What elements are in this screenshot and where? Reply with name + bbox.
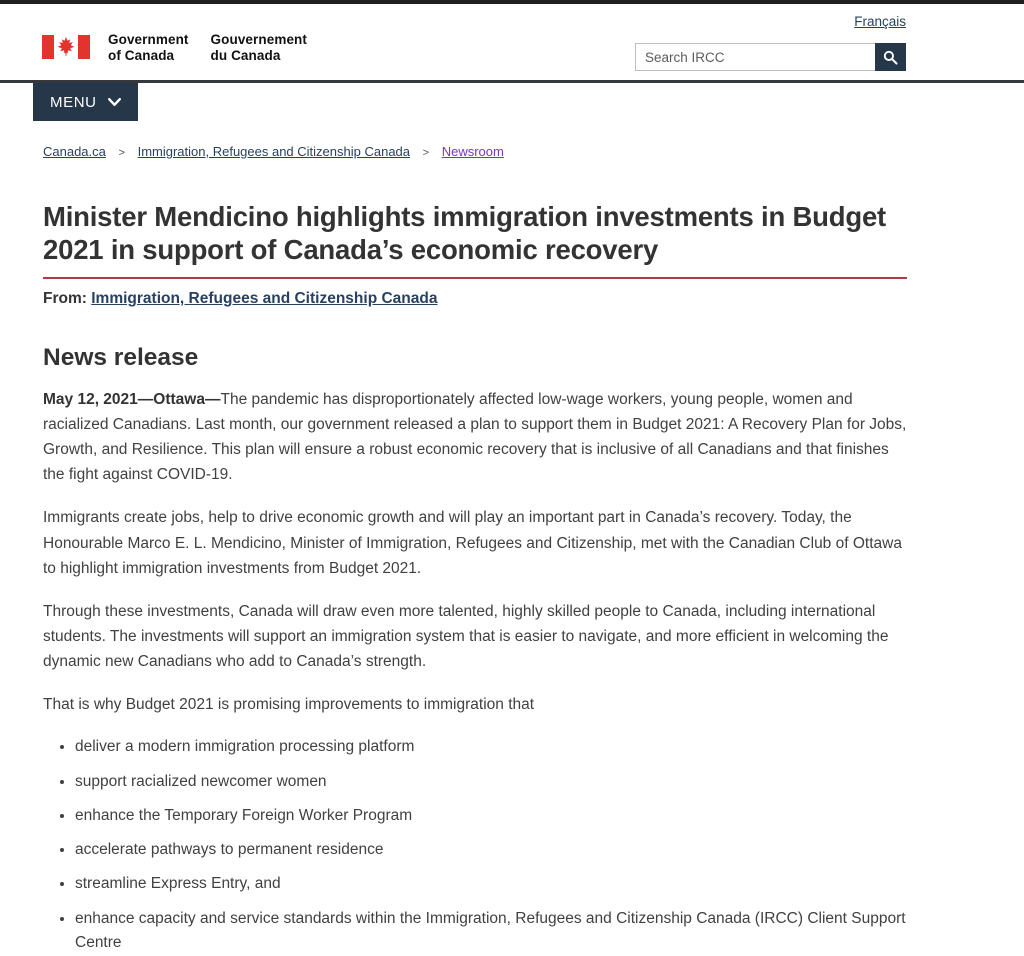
site-header (0, 4, 1024, 83)
paragraph: That is why Budget 2021 is promising improvements to immigration that (43, 696, 535, 714)
main-navigation (0, 83, 1024, 123)
chevron-down-icon (108, 98, 121, 107)
list-item: • accelerate pathways to permanent residence (75, 838, 907, 863)
wordmark-french: Gouvernement du Canada (210, 32, 308, 63)
canada-flag-icon (42, 35, 90, 59)
news-release-heading: News release (43, 344, 199, 371)
from-department-link[interactable]: Immigration, Refugees and Citizenship Canada (91, 290, 438, 307)
wordmark-english: Government of Canada (108, 32, 189, 63)
list-item: • deliver a modern immigration processing platform (75, 735, 907, 760)
search-icon (883, 50, 898, 65)
search-input[interactable] (635, 43, 875, 71)
list-item: • enhance the Temporary Foreign Worker Program (75, 804, 907, 829)
page-title: Minister Mendicino highlights immigration investments in Budget 2021 in support of Canada’s economic recovery (43, 200, 907, 279)
menu-button[interactable] (33, 83, 138, 121)
list-item: • streamline Express Entry, and (75, 872, 907, 897)
breadcrumb-canada-ca[interactable]: Canada.ca (43, 144, 106, 159)
language-toggle-link[interactable]: Français (854, 14, 906, 29)
article-content (43, 200, 907, 956)
paragraph-dateline: May 12, 2021—Ottawa—The pandemic has disproportionately affected low-wage workers, young people, women and racialized Canadians. Last month, our government released a plan to support them in Budget 2021: A Recovery Plan for Jobs, Growth, and Resilience. This plan will ensure a robust economic recovery that is inclusive of all Canadians and that finishes the fight against COVID-19. (43, 391, 907, 484)
search-button[interactable] (875, 43, 906, 71)
list-item: • support racialized newcomer women (75, 770, 907, 795)
breadcrumb-separator: > (118, 147, 125, 159)
list-item: • enhance capacity and service standards within the Immigration, Refugees and Citizenship Canada (IRCC) Client Support Centre (75, 907, 907, 956)
government-wordmark (108, 32, 307, 64)
site-search (635, 43, 906, 71)
paragraph: Through these investments, Canada will draw even more talented, highly skilled people to Canada, including international students. The investments will support an immigration system that is easier to navigate, and more efficient in welcoming the dynamic new Canadians who add to Canada’s strength. (43, 602, 889, 670)
breadcrumb-ircc[interactable]: Immigration, Refugees and Citizenship Canada (137, 144, 411, 159)
government-of-canada-signature[interactable] (42, 32, 307, 64)
breadcrumb-newsroom[interactable]: Newsroom (441, 144, 504, 159)
from-line (43, 290, 907, 308)
breadcrumb-separator: > (422, 147, 430, 159)
from-label: From: (43, 290, 87, 307)
paragraph: Immigrants create jobs, help to drive economic growth and will play an important part in Canada’s recovery. Today, the Honourable Marco E. L. Mendicino, Minister of Immigration, Refugees and Citizenship, met with the Canadian Club of Ottawa to highlight immigration investments from Budget 2021. (43, 509, 902, 577)
menu-button-label: MENU (50, 93, 97, 111)
budget-improvements-list (43, 735, 907, 956)
dateline-lead: May 12, 2021—Ottawa— (43, 391, 221, 408)
breadcrumb (43, 144, 1024, 159)
